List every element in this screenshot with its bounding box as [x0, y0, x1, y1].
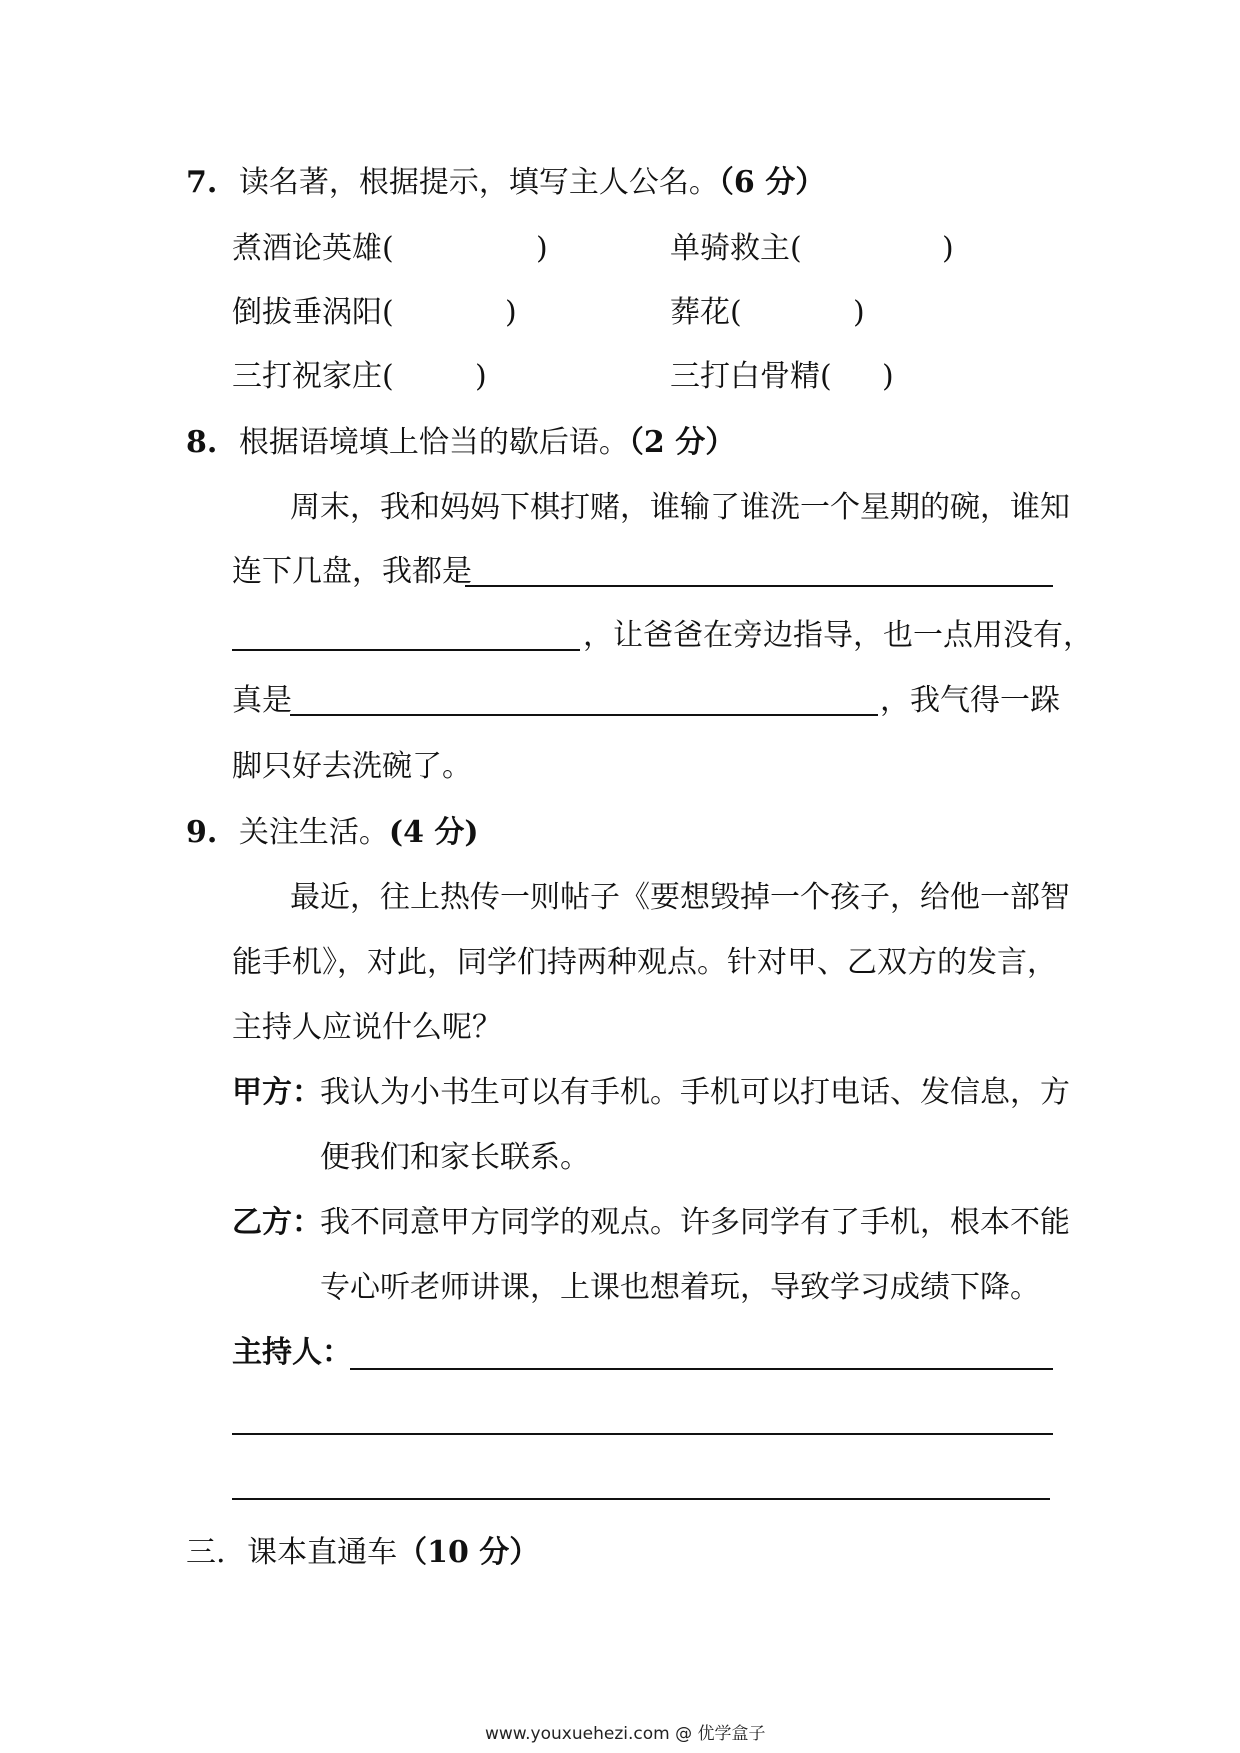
q8-paragraph-line: 周末，我和妈妈下棋打赌，谁输了谁洗一个星期的碗，谁知 — [290, 490, 1070, 525]
q8-answer-blank[interactable] — [465, 585, 1053, 587]
question-score: (4 分) — [388, 815, 479, 850]
q7-item-close: ) — [942, 231, 954, 266]
q8-paragraph-line: ，我气得一跺 — [880, 683, 1060, 718]
q7-item-close: ) — [882, 359, 894, 394]
q7-item-label: 三打祝家庄( — [232, 359, 394, 394]
side-a-statement: 我认为小书生可以有手机。手机可以打电话、发信息，方 — [320, 1075, 1070, 1110]
q7-item-close: ) — [853, 295, 865, 330]
q8-paragraph-line: 脚只好去洗碗了。 — [232, 749, 472, 784]
q7-item-label: 煮酒论英雄( — [232, 231, 394, 266]
q9-intro-line: 能手机》，对此，同学们持两种观点。针对甲、乙双方的发言， — [232, 945, 1057, 980]
q7-item-label: 倒拔垂涡阳( — [232, 295, 394, 330]
q7-item-label: 三打白骨精( — [670, 359, 832, 394]
q9-intro-line: 最近，往上热传一则帖子《要想毁掉一个孩子，给他一部智 — [290, 880, 1070, 915]
q8-paragraph-line: ，让爸爸在旁边指导，也一点用没有， — [583, 618, 1093, 653]
question-number: 7. — [186, 165, 218, 200]
side-a-statement: 便我们和家长联系。 — [320, 1140, 590, 1175]
q9-intro-line: 主持人应说什么呢？ — [232, 1010, 502, 1045]
side-a-label: 甲方： — [232, 1075, 322, 1110]
question-7-heading — [186, 165, 826, 200]
question-9-heading — [186, 815, 479, 850]
question-number: 9. — [186, 815, 218, 850]
question-number: 8. — [186, 425, 218, 460]
q7-item-close: ) — [505, 295, 517, 330]
side-b-statement: 我不同意甲方同学的观点。许多同学有了手机，根本不能 — [320, 1205, 1070, 1240]
q8-answer-blank[interactable] — [232, 649, 580, 651]
question-title: 读名著，根据提示，填写主人公名。 — [238, 165, 719, 200]
question-score: （6 分） — [718, 165, 826, 200]
section-3-heading — [186, 1535, 540, 1570]
q8-answer-blank[interactable] — [290, 714, 878, 716]
question-title: 根据语境填上恰当的歇后语。 — [238, 425, 629, 460]
section-number: 三. — [186, 1535, 226, 1570]
side-b-label: 乙方： — [232, 1205, 322, 1240]
q7-item-close: ) — [475, 359, 487, 394]
q8-paragraph-line: 真是 — [232, 683, 292, 718]
host-answer-blank[interactable] — [232, 1498, 1050, 1500]
question-score: （2 分） — [628, 425, 736, 460]
q8-paragraph-line: 连下几盘，我都是 — [232, 554, 472, 589]
q7-item-close: ) — [536, 231, 548, 266]
q7-item-label: 单骑救主( — [670, 231, 802, 266]
question-8-heading — [186, 425, 736, 460]
section-score: （10 分） — [397, 1535, 540, 1570]
section-title: 课本直通车 — [247, 1535, 398, 1570]
footer-watermark: www.youxuehezi.com @ 优学盒子 — [485, 1724, 766, 1744]
side-b-statement: 专心听老师讲课，上课也想着玩，导致学习成绩下降。 — [320, 1270, 1040, 1305]
q7-item-label: 葬花( — [670, 295, 742, 330]
host-label: 主持人： — [232, 1335, 352, 1370]
host-answer-blank[interactable] — [232, 1433, 1053, 1435]
question-title: 关注生活。 — [238, 815, 389, 850]
host-answer-blank[interactable] — [350, 1368, 1053, 1370]
